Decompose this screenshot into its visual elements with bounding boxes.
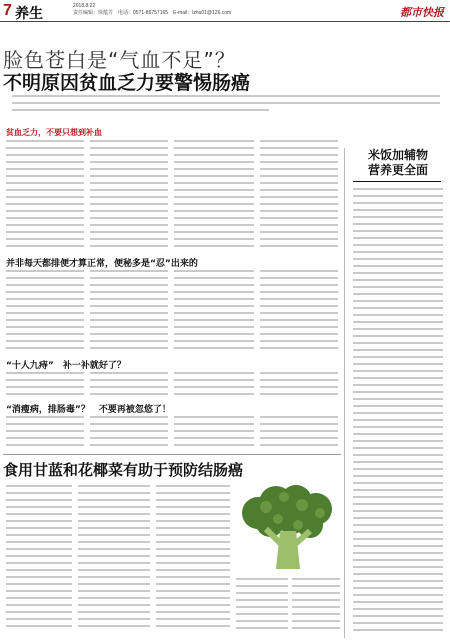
body-column (174, 270, 254, 354)
body-column (90, 372, 168, 400)
body-column (78, 485, 150, 637)
body-column (174, 140, 254, 252)
masthead (0, 0, 450, 22)
body-column (260, 140, 338, 252)
section-heading: “十人九痔” 补一补就好了？ (6, 361, 126, 371)
body-column (90, 140, 168, 252)
sidebar-title (351, 148, 445, 178)
bottom-article-title: 食用甘蓝和花椰菜有助于预防结肠癌 (3, 461, 244, 479)
section-name: 养生 (15, 5, 43, 21)
broccoli-image (236, 485, 340, 571)
issue-date: 2018.8.22 (73, 3, 96, 9)
body-column (90, 416, 168, 454)
body-column (6, 416, 84, 454)
masthead-info (73, 3, 231, 17)
sidebar-title-underline (353, 181, 441, 182)
body-column (260, 270, 338, 354)
newspaper-logo: 都市快报 (400, 7, 444, 19)
body-column (6, 485, 72, 637)
body-column (260, 416, 338, 454)
page-number: 7 (3, 2, 12, 19)
body-column (292, 578, 340, 638)
sidebar-article (344, 148, 448, 638)
body-column (174, 372, 254, 400)
body-column (260, 372, 338, 400)
body-column (156, 485, 230, 637)
body-column (6, 372, 84, 400)
article-title: 不明原因贫血乏力要警惕肠癌 (3, 72, 251, 94)
section-heading: 贫血乏力，不要只想到补血 (6, 128, 102, 137)
sidebar-body (353, 188, 443, 633)
body-column (236, 578, 288, 638)
section-heading: “消瘦病，排肠毒”？ 不要再被忽悠了！ (6, 405, 171, 415)
sidebar-title-line: 米饭加辅物 (367, 148, 428, 162)
lead-paragraph (12, 95, 440, 116)
section-heading: 并非每天都排便才算正常，便秘多是“忍”出来的 (6, 259, 198, 269)
editor-contact: 责任编辑：徐蕴芳 电话：0571-86757165 E-mail：lzhu01@126.com (73, 10, 232, 16)
body-column (174, 416, 254, 454)
body-column (90, 270, 168, 354)
sidebar-title-line: 营养更全面 (367, 163, 428, 177)
body-column (6, 140, 84, 252)
article-divider (3, 454, 341, 455)
body-column (6, 270, 84, 354)
article-subtitle: 脸色苍白是“气血不足”？ (3, 48, 236, 72)
